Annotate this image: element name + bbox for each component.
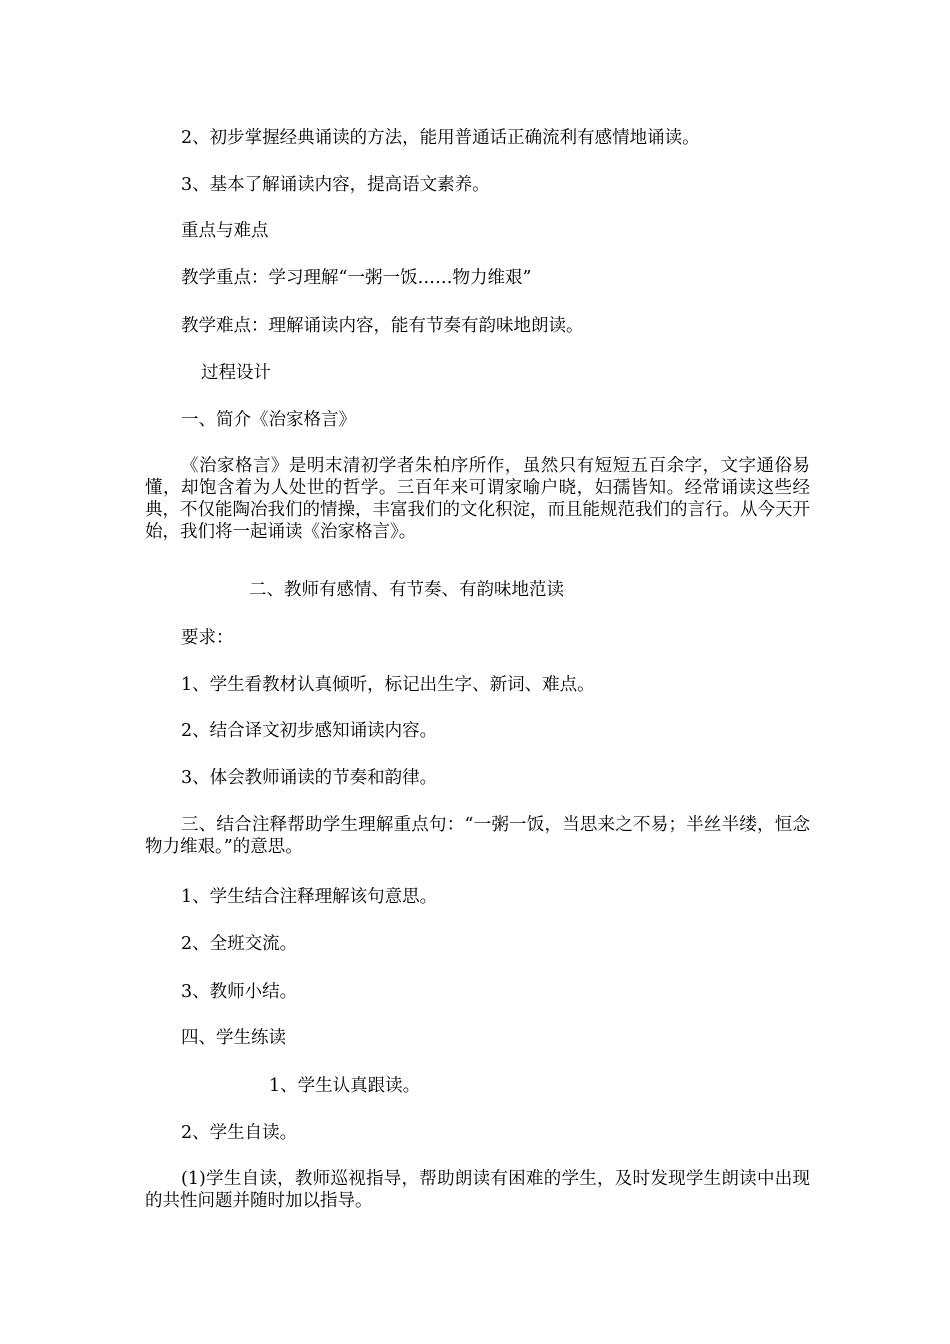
teaching-difficulty: 教学难点：理解诵读内容，能有节奏有韵味地朗读。 (181, 316, 584, 336)
step-3-heading: 三、结合注释帮助学生理解重点句：“一粥一饭，当思来之不易；半丝半缕，恒念物力维艰。”的意思。 (145, 815, 810, 857)
step-2-heading: 二、教师有感情、有节奏、有韵味地范读 (249, 580, 564, 600)
section-heading-key-points: 重点与难点 (181, 221, 269, 241)
requirement-3: 3、体会教师诵读的节奏和韵律。 (181, 768, 438, 788)
section-heading-process: 过程设计 (201, 363, 271, 383)
step-4-item-1: 1、学生认真跟读。 (269, 1076, 421, 1096)
step-3-item-2: 2、全班交流。 (181, 934, 298, 954)
step-3-item-1: 1、学生结合注释理解该句意思。 (181, 887, 438, 907)
step-3-item-3: 3、教师小结。 (181, 982, 298, 1002)
requirement-1: 1、学生看教材认真倾听，标记出生字、新词、难点。 (181, 675, 595, 695)
requirements-label: 要求： (181, 628, 234, 648)
step-1-intro-paragraph: 《治家格言》是明末清初学者朱柏序所作，虽然只有短短五百余字，文字通俗易懂，却饱含着为人处世的哲学。三百年来可谓家喻户晓，妇孺皆知。经常诵读这些经典，不仅能陶冶我们的情操，丰富我们的文化积淀，而且能规范我们的言行。从今天开始，我们将一起诵读《治家格言》。 (145, 456, 810, 542)
objective-2: 2、初步掌握经典诵读的方法，能用普通话正确流利有感情地诵读。 (181, 128, 700, 148)
objective-3: 3、基本了解诵读内容，提高语文素养。 (181, 175, 490, 195)
step-4-item-2-1: (1)学生自读，教师巡视指导，帮助朗读有困难的学生，及时发现学生朗读中出现的共性问题并随时加以指导。 (145, 1169, 810, 1211)
step-4-item-2: 2、学生自读。 (181, 1123, 298, 1143)
requirement-2: 2、结合译文初步感知诵读内容。 (181, 721, 438, 741)
step-4-heading: 四、学生练读 (181, 1028, 286, 1048)
teaching-key-point: 教学重点：学习理解“一粥一饭……物力维艰” (181, 268, 532, 288)
step-1-heading: 一、简介《治家格言》 (181, 410, 356, 430)
